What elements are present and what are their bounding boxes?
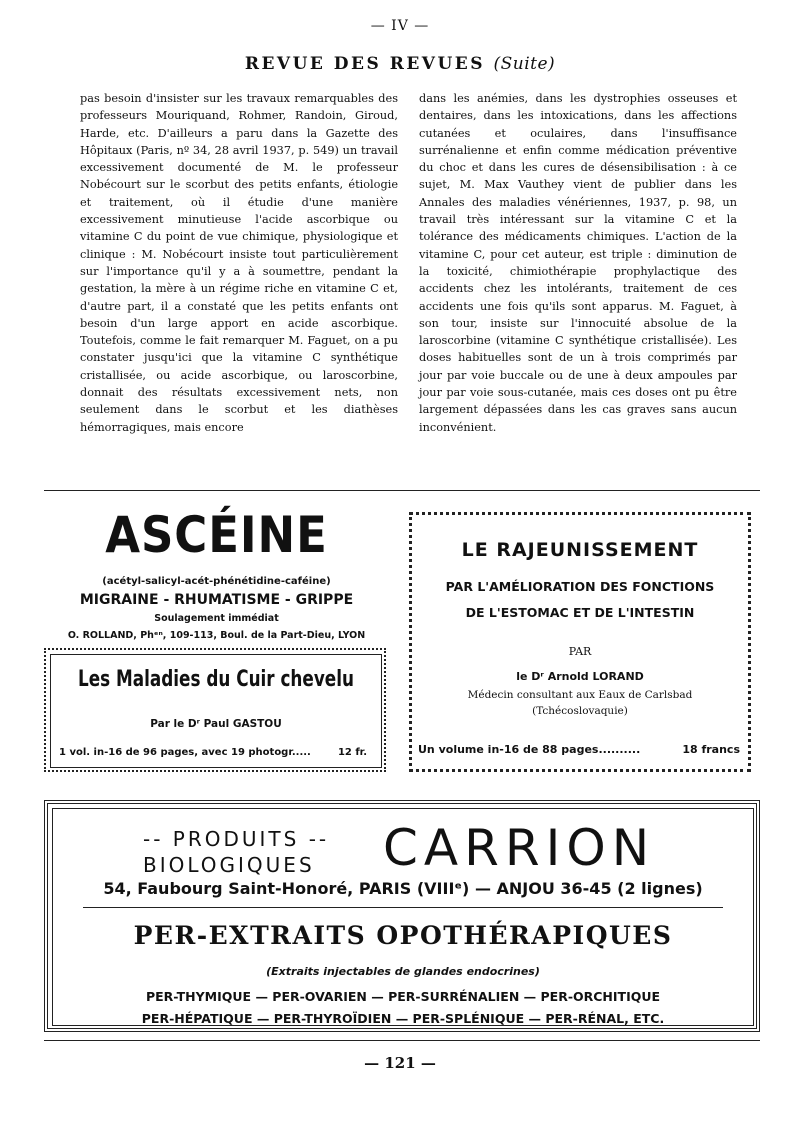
- running-title: REVUE DES REVUES: [244, 54, 486, 74]
- cuir-volume: 1 vol. in-16 de 96 pages, avec 19 photogr.....: [59, 747, 311, 758]
- raj-title: LE RAJEUNISSEMENT: [461, 539, 699, 561]
- carrion-produits: -- PRODUITS --: [143, 827, 330, 851]
- carrion-name: CARRION: [383, 819, 656, 877]
- asceine-title: ASCÉINE: [105, 506, 328, 564]
- running-header: [0, 54, 800, 74]
- carrion-address: 54, Faubourg Saint-Honoré, PARIS (VIIIᵉ) — ANJOU 36-45 (2 lignes): [103, 879, 703, 898]
- running-suffix: (Suite): [493, 54, 556, 74]
- carrion-inner-frame: [52, 808, 754, 1026]
- section-divider: [44, 490, 760, 491]
- ad-rajeunissement: [409, 512, 751, 772]
- asceine-composition: (acétyl-salicyl-acét-phénétidine-caféine): [102, 576, 331, 587]
- raj-author: le Dʳ Arnold LORAND: [516, 670, 644, 683]
- raj-subtitle-2: DE L'ESTOMAC ET DE L'INTESTIN: [465, 605, 695, 620]
- carrion-headline: PER-EXTRAITS OPOTHÉRAPIQUES: [133, 921, 673, 950]
- ad-asceine: [44, 506, 389, 641]
- raj-par: PAR: [568, 645, 592, 658]
- page-number: — 121 —: [364, 1054, 436, 1072]
- raj-volume: Un volume in-16 de 88 pages..........: [418, 743, 641, 756]
- article-column-right: [419, 90, 737, 436]
- article-text-right: dans les anémies, dans les dystrophies osseuses et dentaires, dans les intoxications, dans les affections cutanées et oculaires, dans l'insuffisance surrénalienne et enfin comme médication préventive du choc et dans les cures de désensibilisation : à ce sujet, M. Max Vauthey vient de publier dans les Annales des maladies vénériennes, 1937, p. 98, un travail très intéressant sur la vitamine C et la tolérance des médicaments chimiques. L'action de la vitamine C, pour cet auteur, est triple : diminution de la toxicité, chimiothérapie prophylactique des accidents chez les intolérants, traitement de ces accidents une fois qu'ils sont apparus. M. Faguet, à son tour, insiste sur l'innocuité absolue de la laroscorbine (vitamine C synthétique cristallisée). Les doses habituelles sont de un à trois comprimés par jour par voie buccale ou de une à deux ampoules par jour par voie sous-cutanée, mais ces doses ont pu être largement dépassées dans les cas graves sans aucun inconvénient.: [419, 92, 737, 434]
- carrion-extraits: (Extraits injectables de glandes endocrines): [266, 965, 540, 978]
- cuir-title: Les Maladies du Cuir chevelu: [78, 667, 354, 692]
- carrion-divider: [83, 907, 723, 908]
- carrion-products-line-2: PER-HÉPATIQUE — PER-THYROÏDIEN — PER-SPLÉNIQUE — PER-RÉNAL, ETC.: [141, 1011, 665, 1026]
- page-roman-numeral: — IV —: [370, 18, 430, 34]
- carrion-biologiques: BIOLOGIQUES: [143, 853, 315, 877]
- cuir-price: 12 fr.: [337, 747, 367, 758]
- asceine-soulagement: Soulagement immédiat: [154, 613, 279, 624]
- asceine-indications: MIGRAINE - RHUMATISME - GRIPPE: [79, 592, 354, 608]
- asceine-address: O. ROLLAND, Phᵉⁿ, 109-113, Boul. de la Part-Dieu, LYON: [67, 630, 366, 641]
- ad-cuir-inner-frame: [50, 654, 382, 768]
- footer-divider: [44, 1040, 760, 1041]
- article-column-left: [80, 90, 398, 436]
- ad-cuir-chevelu: [44, 648, 386, 772]
- carrion-products-line-1: PER-THYMIQUE — PER-OVARIEN — PER-SURRÉNALIEN — PER-ORCHITIQUE: [145, 989, 661, 1004]
- cuir-author: Par le Dʳ Paul GASTOU: [150, 718, 282, 730]
- ad-carrion: [44, 800, 760, 1032]
- raj-subtitle-1: PAR L'AMÉLIORATION DES FONCTIONS: [445, 579, 715, 594]
- raj-position: Médecin consultant aux Eaux de Carlsbad: [467, 689, 693, 701]
- article-text-left: pas besoin d'insister sur les travaux remarquables des professeurs Mouriquand, Rohmer, Randoin, Giroud, Harde, etc. D'ailleurs a paru dans la Gazette des Hôpitaux (Paris, nº 34, 28 avril 1937, p. 549) un travail excessivement documenté de M. le professeur Nobécourt sur le scorbut des petits enfants, étiologie et traitement, où il étudie d'une manière excessivement minutieuse l'acide ascorbique ou vitamine C du point de vue chimique, physiologique et clinique : M. Nobécourt insiste tout particulièrement sur l'importance qu'il y a à soumettre, pendant la gestation, la mère à un régime riche en vitamine C et, d'autre part, il a constaté que les petits enfants ont besoin d'un large apport en acide ascorbique. Toutefois, comme le fait remarquer M. Faguet, on a pu constater jusqu'ici que la vitamine C synthétique cristallisée, ou acide ascorbique, ou laroscorbine, donnait des résultats excessivement nets, non seulement dans le scorbut et les diathèses hémorragiques, mais encore: [80, 92, 398, 434]
- raj-country: (Tchécoslovaquie): [532, 705, 628, 717]
- raj-price: 18 francs: [682, 743, 740, 756]
